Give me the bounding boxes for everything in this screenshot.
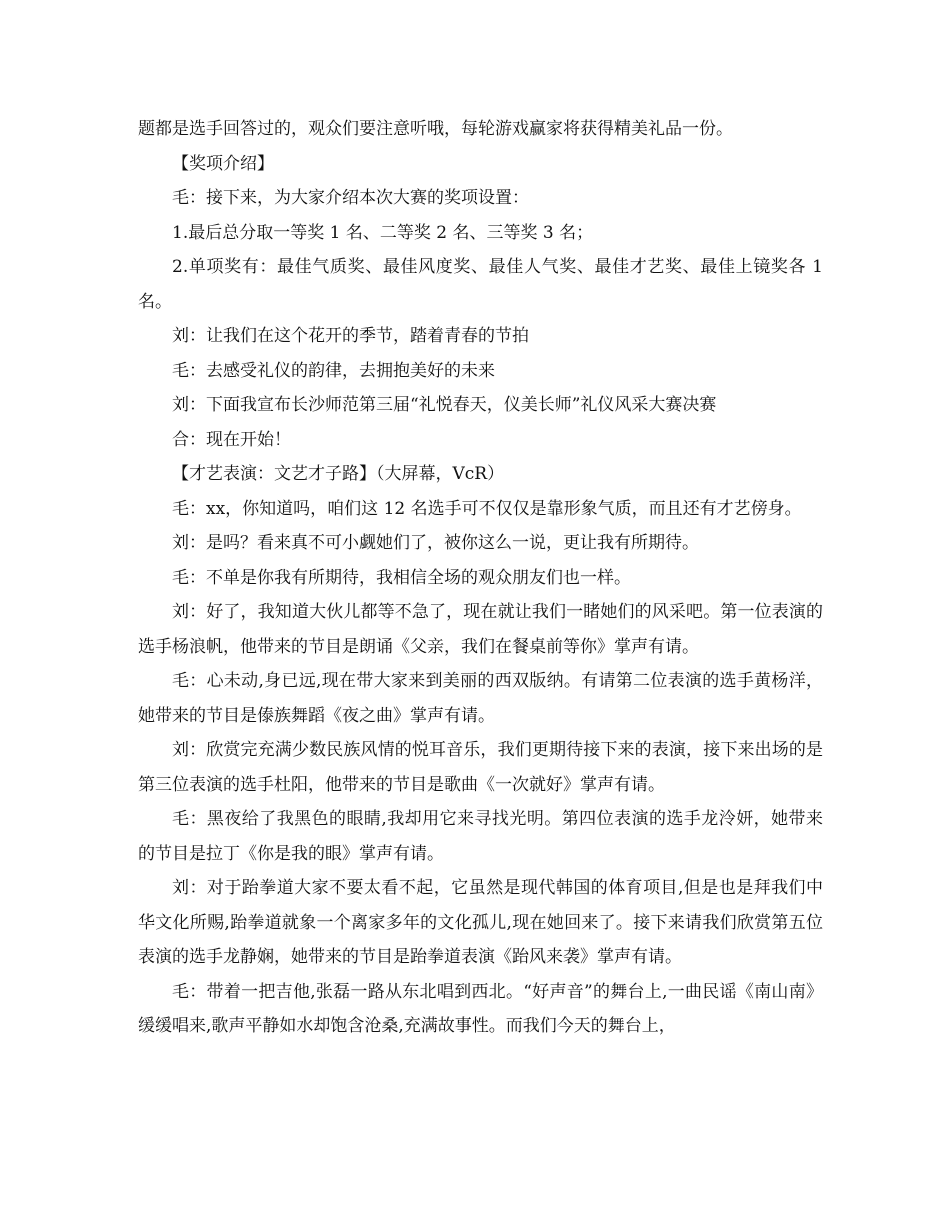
dialogue-line: 毛：心未动,身已远,现在带大家来到美丽的西双版纳。有请第二位表演的选手黄杨洋，她带来的节目是傣族舞蹈《夜之曲》掌声有请。 xyxy=(138,671,823,726)
paragraph-continuation: 题都是选手回答过的，观众们要注意听哦，每轮游戏赢家将获得精美礼品一份。 xyxy=(138,119,733,139)
dialogue-line: 刘：下面我宣布长沙师范第三届“礼悦春天，仪美长师”礼仪风采大赛决赛 xyxy=(172,395,717,415)
dialogue-line: 刘：是吗？看来真不可小觑她们了，被你这么一说，更让我有所期待。 xyxy=(172,533,699,553)
dialogue-line: 刘：好了，我知道大伙儿都等不急了，现在就让我们一睹她们的风采吧。第一位表演的选手杨浪帆，他带来的节目是朗诵《父亲，我们在餐桌前等你》掌声有请。 xyxy=(138,602,823,657)
dialogue-line: 刘：欣赏完充满少数民族风情的悦耳音乐，我们更期待接下来的表演，接下来出场的是第三位表演的选手杜阳，他带来的节目是歌曲《一次就好》掌声有请。 xyxy=(138,740,823,795)
dialogue-line: 合：现在开始！ xyxy=(172,429,291,450)
dialogue-line: 刘：让我们在这个花开的季节，踏着青春的节拍 xyxy=(172,326,529,346)
section-heading-talent: 【才艺表演：文艺才子路】（大屏幕，VcR） xyxy=(172,464,505,484)
dialogue-line: 毛：带着一把吉他,张磊一路从东北唱到西北。“好声音”的舞台上,一曲民谣《南山南》缓缓唱来,歌声平静如水却饱含沧桑,充满故事性。而我们今天的舞台上， xyxy=(138,981,823,1036)
dialogue-line: 毛：黑夜给了我黑色的眼睛,我却用它来寻找光明。第四位表演的选手龙泠妍，她带来的节目是拉丁《你是我的眼》掌声有请。 xyxy=(138,809,823,864)
section-heading-awards: 【奖项介绍】 xyxy=(172,153,274,174)
dialogue-line: 刘：对于跆拳道大家不要太看不起，它虽然是现代韩国的体育项目,但是也是拜我们中华文化所赐,跆拳道就象一个离家多年的文化孤儿,现在她回来了。接下来请我们欣赏第五位表演的选手龙静娴，她带来的节目是跆拳道表演《跆风来袭》掌声有请。 xyxy=(138,878,823,967)
dialogue-line: 毛：xx，你知道吗，咱们这 12 名选手可不仅仅是靠形象气质，而且还有才艺傍身。 xyxy=(172,498,802,519)
list-item: 1.最后总分取一等奖 1 名、二等奖 2 名、三等奖 3 名； xyxy=(172,222,594,243)
list-item: 2.单项奖有：最佳气质奖、最佳风度奖、最佳人气奖、最佳才艺奖、最佳上镜奖各 1 名。 xyxy=(138,257,823,312)
document-body xyxy=(138,112,823,1044)
dialogue-line: 毛：去感受礼仪的韵律，去拥抱美好的未来 xyxy=(172,360,495,381)
dialogue-line: 毛：不单是你我有所期待，我相信全场的观众朋友们也一样。 xyxy=(172,567,631,588)
paragraph: 毛：接下来，为大家介绍本次大赛的奖项设置： xyxy=(172,188,529,208)
